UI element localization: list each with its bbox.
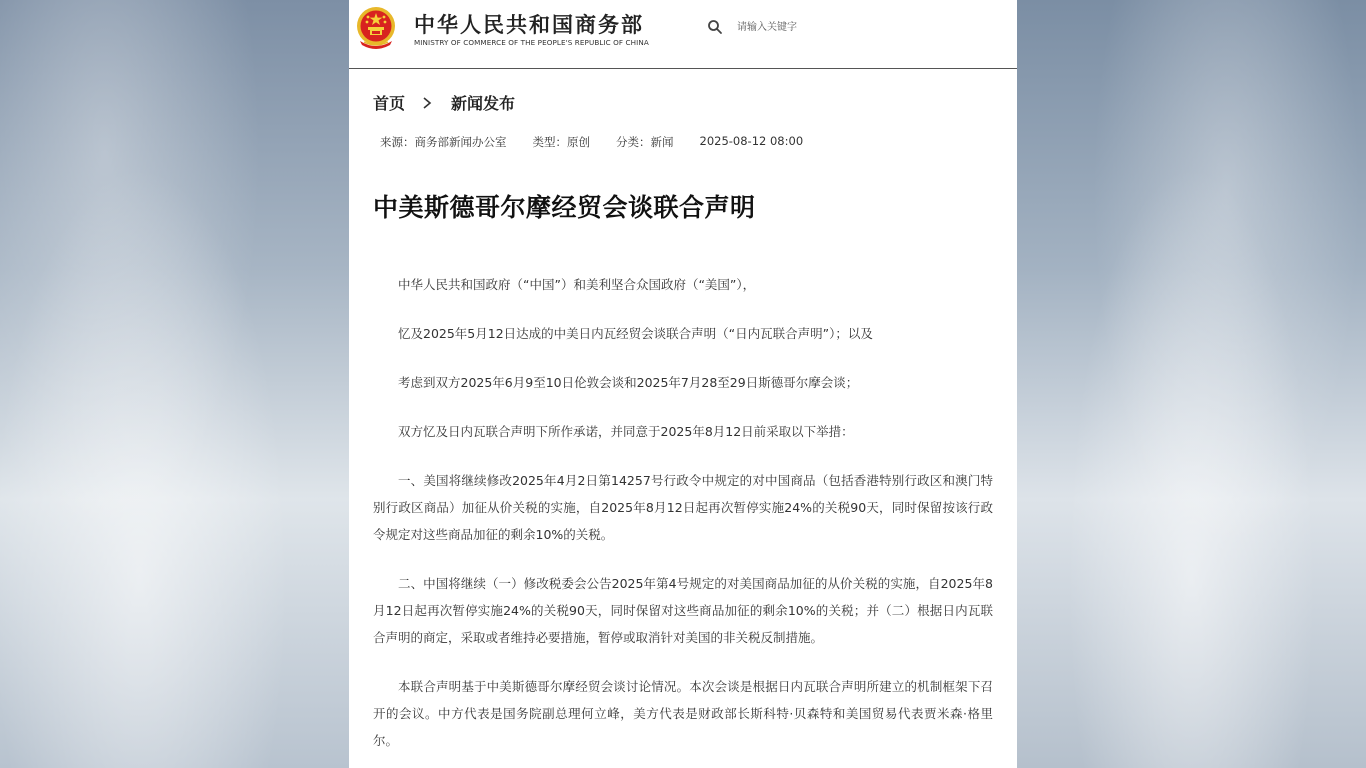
meta-category: 分类：新闻 bbox=[616, 135, 674, 149]
article-title: 中美斯德哥尔摩经贸会谈联合声明 bbox=[373, 193, 756, 222]
article-body bbox=[373, 271, 993, 768]
site-header bbox=[349, 0, 1017, 69]
article-paragraph: 二、中国将继续（一）修改税委会公告2025年第4号规定的对美国商品加征的从价关税的实施，自2025年8月12日起再次暂停实施24%的关税90天，同时保留对这些商品加征的剩余10%的关税；并（二）根据日内瓦联合声明的商定，采取或者维持必要措施，暂停或取消针对美国的非关税反制措施。 bbox=[373, 576, 993, 645]
meta-source: 来源：商务部新闻办公室 bbox=[380, 135, 507, 149]
meta-date: 2025-08-12 08:00 bbox=[699, 134, 804, 148]
breadcrumb bbox=[373, 91, 515, 114]
site-title[interactable]: 中华人民共和国商务部 bbox=[414, 12, 644, 37]
article-paragraph: 一、美国将继续修改2025年4月2日第14257号行政令中规定的对中国商品（包括香港特别行政区和澳门特别行政区商品）加征从价关税的实施，自2025年8月12日起再次暂停实施24%的关税90天，同时保留按该行政令规定对这些商品加征的剩余10%的关税。 bbox=[373, 473, 993, 542]
article-paragraph: 本联合声明基于中美斯德哥尔摩经贸会谈讨论情况。本次会谈是根据日内瓦联合声明所建立的机制框架下召开的会议。中方代表是国务院副总理何立峰，美方代表是财政部长斯科特·贝森特和美国贸易代表贾米森·格里尔。 bbox=[373, 679, 993, 748]
article-paragraph: 考虑到双方2025年6月9至10日伦敦会谈和2025年7月28至29日斯德哥尔摩会谈； bbox=[398, 375, 859, 390]
background-right bbox=[1017, 0, 1366, 768]
site-subtitle: MINISTRY OF COMMERCE OF THE PEOPLE'S REPUBLIC OF CHINA bbox=[414, 38, 649, 47]
search-input[interactable] bbox=[735, 21, 939, 34]
background-left bbox=[0, 0, 349, 768]
breadcrumb-news[interactable]: 新闻发布 bbox=[451, 94, 516, 113]
article-paragraph: 双方忆及日内瓦联合声明下所作承诺，并同意于2025年8月12日前采取以下举措： bbox=[398, 424, 854, 439]
national-emblem-icon[interactable] bbox=[354, 5, 398, 51]
article-page bbox=[349, 0, 1017, 768]
article-paragraph: 忆及2025年5月12日达成的中美日内瓦经贸会谈联合声明（“日内瓦联合声明”）；以及 bbox=[398, 326, 873, 341]
chevron-right-icon bbox=[422, 96, 432, 110]
meta-type: 类型：原创 bbox=[532, 135, 590, 149]
search-icon[interactable] bbox=[707, 19, 723, 35]
search-bar bbox=[707, 14, 1007, 40]
article-meta bbox=[380, 134, 829, 150]
breadcrumb-home[interactable]: 首页 bbox=[373, 94, 406, 113]
article-paragraph: 中华人民共和国政府（“中国”）和美利坚合众国政府（“美国”）， bbox=[398, 277, 756, 292]
